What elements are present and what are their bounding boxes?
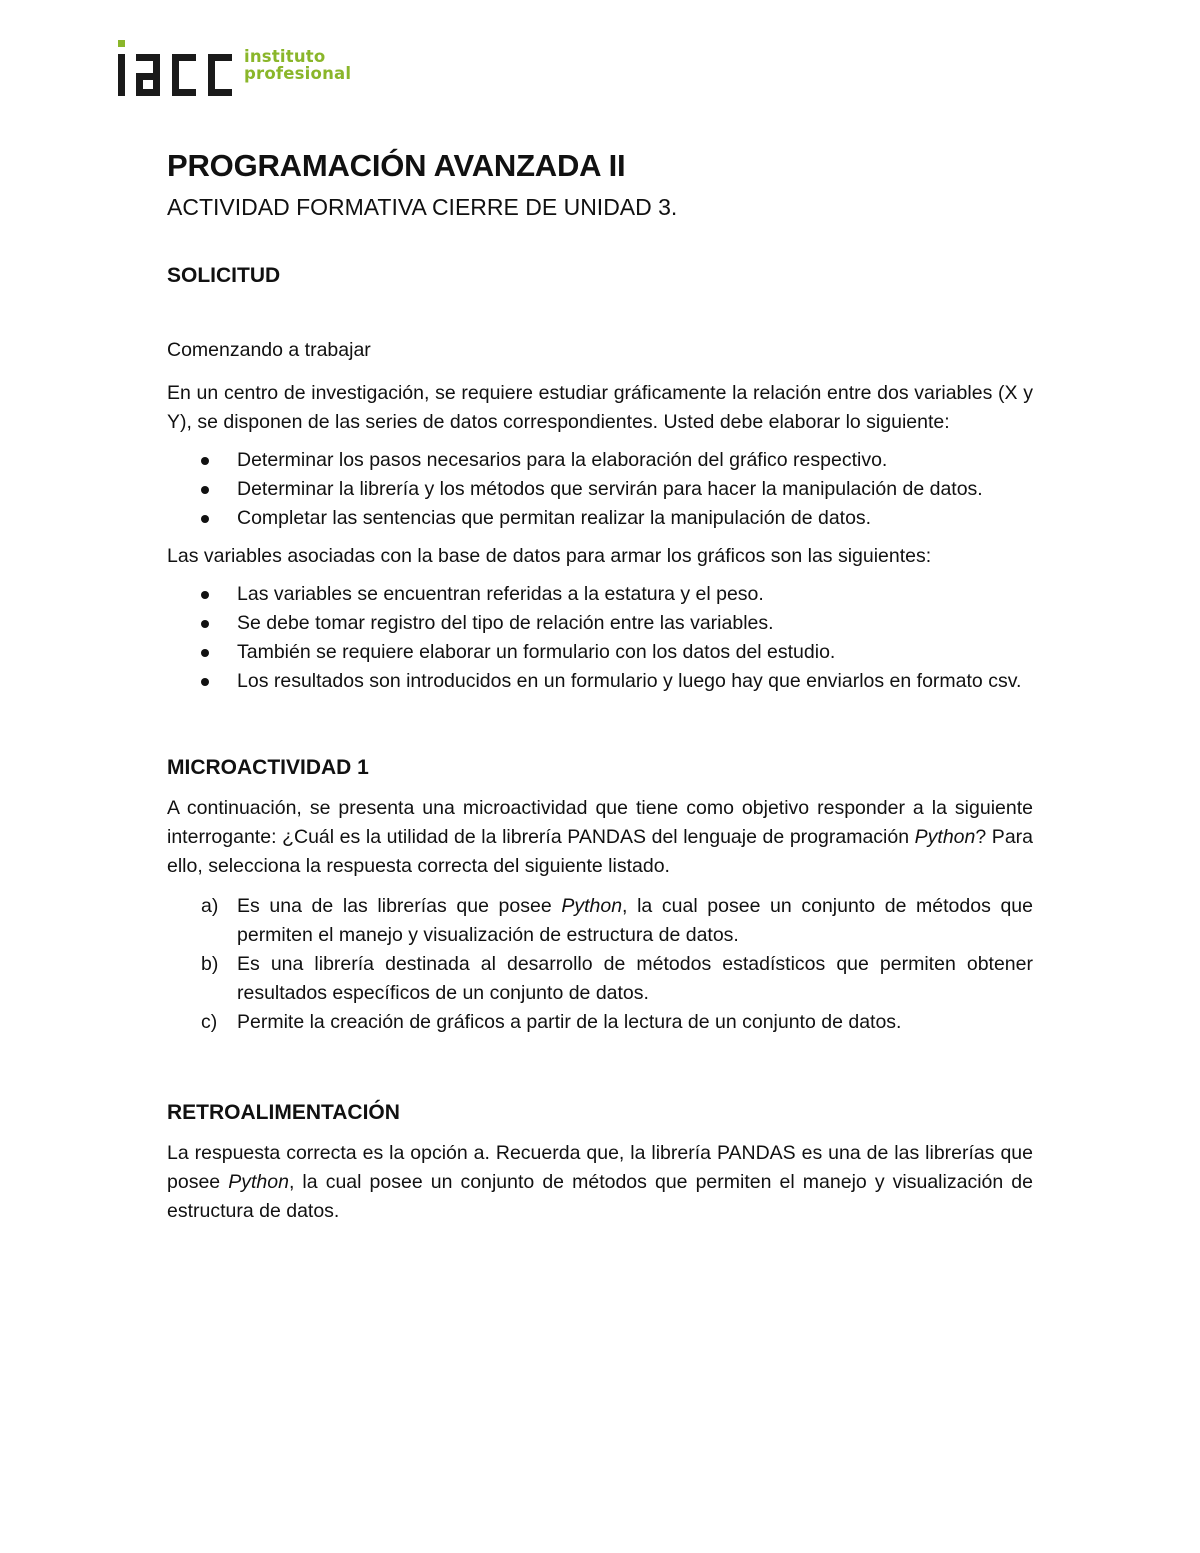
microactividad-question <box>167 794 1033 881</box>
retroalimentacion-text <box>167 1139 1033 1226</box>
solicitud-heading: SOLICITUD <box>167 264 281 287</box>
option-marker: b) <box>201 953 219 975</box>
document-subtitle: ACTIVIDAD FORMATIVA CIERRE DE UNIDAD 3. <box>167 194 678 220</box>
logo-caption-line1: instituto <box>244 47 326 66</box>
option-marker: a) <box>201 895 219 917</box>
variables-intro: Las variables asociadas con la base de datos para armar los gráficos son las siguientes: <box>167 545 932 567</box>
list-item <box>167 446 1033 475</box>
option-marker: c) <box>201 1011 218 1033</box>
document-title: PROGRAMACIÓN AVANZADA II <box>167 148 626 183</box>
retro-text-python: Python <box>228 1171 289 1193</box>
bullet-icon <box>201 678 209 686</box>
variable-text: Se debe tomar registro del tipo de relación entre las variables. <box>237 612 774 634</box>
retro-text-start: La respuesta correcta es la opción a. Recuerda que, la librería PANDAS es una de las librerías que posee <box>167 1142 1033 1193</box>
list-item <box>167 638 1033 667</box>
comenzando-text: Comenzando a trabajar <box>167 339 371 361</box>
option-c <box>167 1008 1033 1037</box>
variables-list <box>167 580 1033 696</box>
option-b-text: Es una librería destinada al desarrollo de métodos estadísticos que permiten obtener resultados específicos de un conjunto de datos. <box>237 953 1033 1004</box>
retro-text-end: , la cual posee un conjunto de métodos que permiten el manejo y visualización de estructura de datos. <box>167 1171 1033 1222</box>
task-text: Determinar la librería y los métodos que servirán para hacer la manipulación de datos. <box>237 478 983 500</box>
task-text: Completar las sentencias que permitan realizar la manipulación de datos. <box>237 507 872 529</box>
bullet-icon <box>201 515 209 523</box>
list-item <box>167 580 1033 609</box>
option-a <box>167 892 1033 950</box>
list-item <box>167 667 1033 696</box>
iacc-logo <box>116 40 361 100</box>
option-a-text-start: Es una de las librerías que posee <box>237 895 562 917</box>
task-text: Determinar los pasos necesarios para la elaboración del gráfico respectivo. <box>237 449 888 471</box>
question-text-end: ? Para ello, selecciona la respuesta correcta del siguiente listado. <box>167 826 1034 877</box>
option-a-text-python: Python <box>561 895 623 917</box>
logo-caption-line2: profesional <box>244 64 352 83</box>
option-a-text-end: , la cual posee un conjunto de métodos que permiten el manejo y visualización de estructura de datos. <box>237 895 1033 946</box>
question-text-start: A continuación, se presenta una microactividad que tiene como objetivo responder a la siguiente interrogante: ¿Cuál es la utilidad de la librería PANDAS del lenguaje de programación <box>167 797 1033 848</box>
question-text-python: Python <box>914 826 976 848</box>
retroalimentacion-heading: RETROALIMENTACIÓN <box>167 1101 400 1124</box>
bullet-icon <box>201 457 209 465</box>
iacc-logo-mark <box>116 40 246 100</box>
option-b <box>167 950 1033 1008</box>
option-c-text: Permite la creación de gráficos a partir de la lectura de un conjunto de datos. <box>237 1011 902 1033</box>
list-item <box>167 504 1033 533</box>
bullet-icon <box>201 649 209 657</box>
bullet-icon <box>201 620 209 628</box>
bullet-icon <box>201 486 209 494</box>
variable-text: Los resultados son introducidos en un formulario y luego hay que enviarlos en formato csv. <box>237 670 1022 692</box>
logo-caption <box>244 48 351 82</box>
bullet-icon <box>201 591 209 599</box>
microactividad-heading: MICROACTIVIDAD 1 <box>167 756 369 779</box>
solicitud-intro: En un centro de investigación, se requiere estudiar gráficamente la relación entre dos variables (X y Y), se disponen de las series de datos correspondientes. Usted debe elaborar lo siguiente: <box>167 382 1033 433</box>
variable-text: También se requiere elaborar un formulario con los datos del estudio. <box>237 641 836 663</box>
document-body <box>167 140 1033 1226</box>
list-item <box>167 475 1033 504</box>
options-list <box>167 892 1033 1037</box>
tasks-list <box>167 446 1033 533</box>
variable-text: Las variables se encuentran referidas a la estatura y el peso. <box>237 583 764 605</box>
list-item <box>167 609 1033 638</box>
